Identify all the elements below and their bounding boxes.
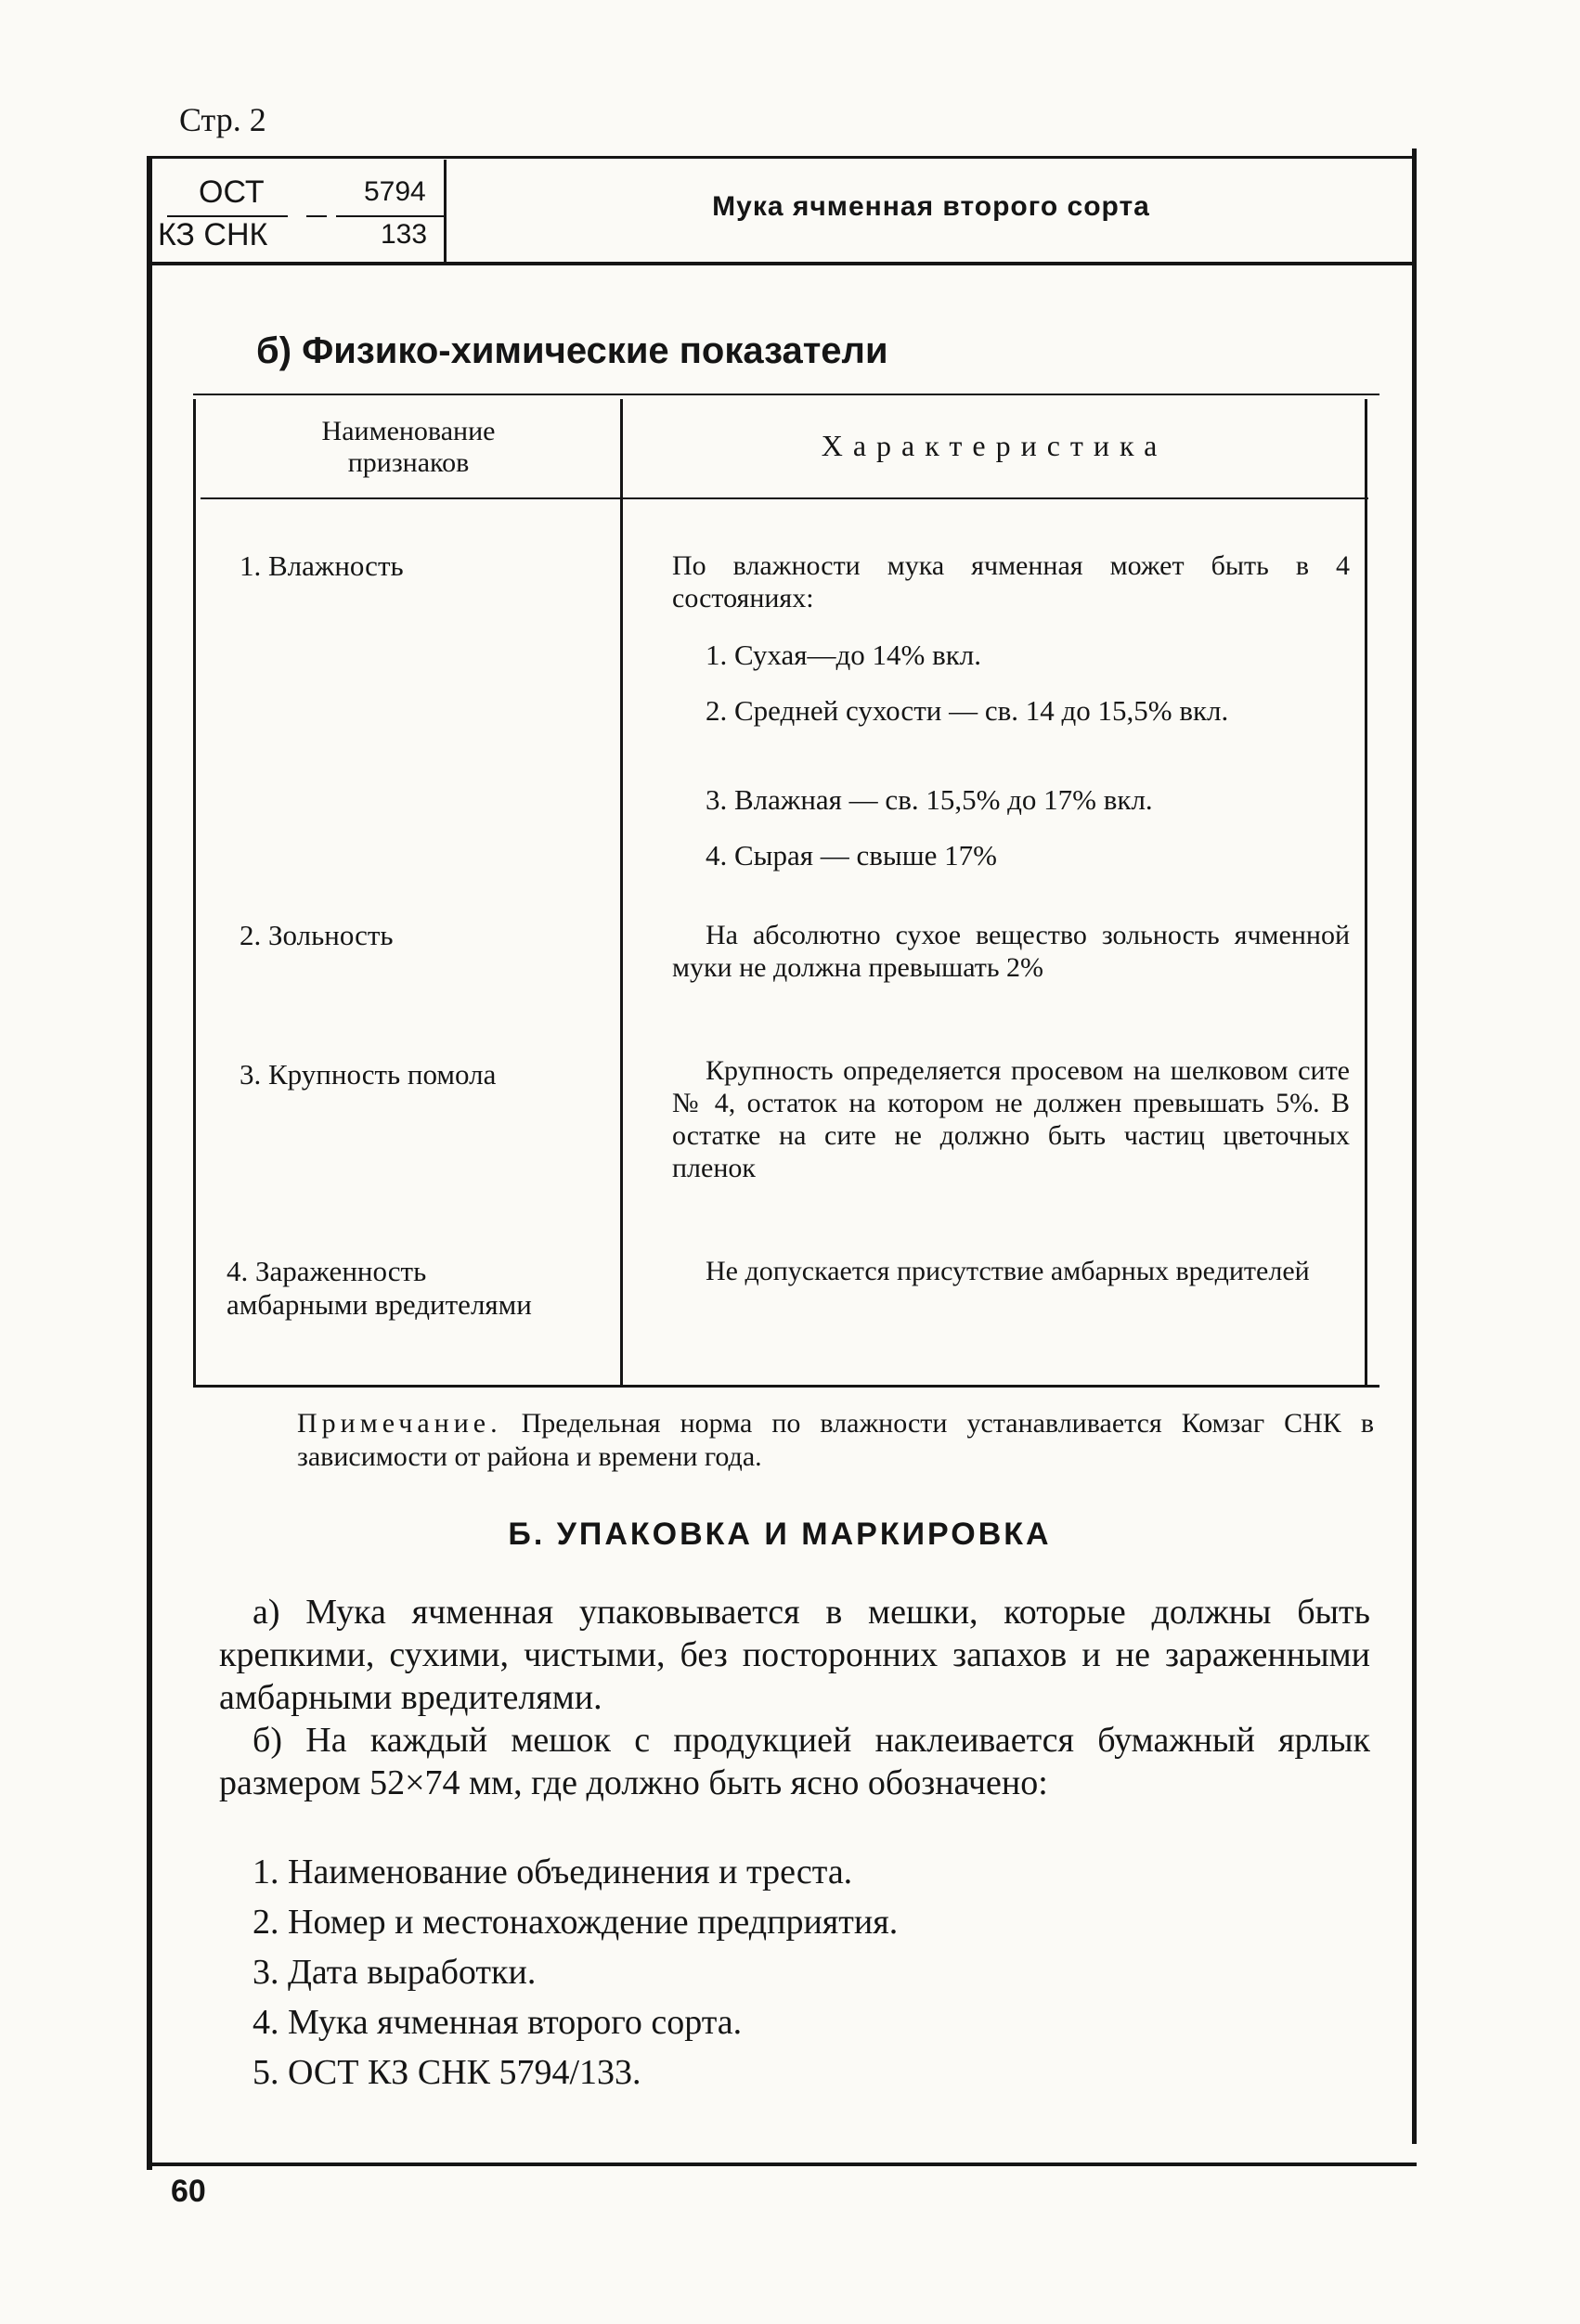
row-value-infestation: Не допускается присутствие амбарных вредителей <box>706 1256 1310 1286</box>
paragraph-a: а) Мука ячменная упаковывается в мешки, которые должны быть крепкими, сухими, чистыми, без посторонних запахов и не зараженными амбарными вредителями. <box>219 1593 1370 1717</box>
page-label: Стр. 2 <box>179 101 266 138</box>
label-list-item: 5. ОСТ КЗ СНК 5794/133. <box>253 2053 641 2092</box>
column-header-characteristic: Характеристика <box>821 429 1168 462</box>
moisture-subitem: 2. Средней сухости — св. 14 до 15,5% вкл. <box>706 694 1229 727</box>
column-header-name-line2: признаков <box>347 447 470 478</box>
standard-number-top: 5794 <box>364 176 426 207</box>
label-list-item: 3. Дата выработки. <box>253 1953 537 1992</box>
label-list-item: 1. Наименование объединения и треста. <box>253 1853 853 1891</box>
section-heading: б) Физико-химические показатели <box>256 330 888 371</box>
frame-left-border <box>147 156 152 2170</box>
row-name-grind: 3. Крупность помола <box>240 1058 497 1091</box>
column-header-name <box>197 416 620 479</box>
row-value-ash: На абсолютно сухое вещество зольность ячменной муки не должна превышать 2% <box>672 920 1350 983</box>
table-top-border <box>193 394 1379 395</box>
note-text: Предельная норма по влажности устанавливается Комзаг СНК в зависимости от района и времени года. <box>297 1408 1374 1472</box>
frame-right-border <box>1412 148 1417 2144</box>
moisture-subitem: 1. Сухая—до 14% вкл. <box>706 639 982 671</box>
table-column-divider <box>620 399 623 1385</box>
fraction-line-number <box>336 215 444 217</box>
row-value-moisture: По влажности мука ячменная может быть в 4 состояниях: <box>672 550 1350 613</box>
table-bottom-border <box>193 1385 1379 1388</box>
table-right-border <box>1365 399 1367 1385</box>
standard-code-bottom: КЗ СНК <box>158 217 268 252</box>
row-name-ash: 2. Зольность <box>240 919 394 951</box>
fraction-line <box>167 215 288 217</box>
column-header-name-line1: Наименование <box>321 416 496 446</box>
table-left-border <box>193 399 196 1385</box>
moisture-subitem: 4. Сырая — свыше 17% <box>706 839 997 872</box>
row-name-moisture: 1. Влажность <box>240 549 404 582</box>
section-title-packaging: Б. УПАКОВКА И МАРКИРОВКА <box>508 1517 1052 1552</box>
label-list-item: 2. Номер и местонахождение предприятия. <box>253 1903 899 1942</box>
paragraph-b: б) На каждый мешок с продукцией наклеивается бумажный ярлык размером 52×74 мм, где должно быть ясно обозначено: <box>219 1721 1370 1802</box>
frame-top-border <box>147 156 1417 159</box>
page-number: 60 <box>171 2174 206 2209</box>
frame-bottom-border <box>147 2163 1417 2166</box>
row-name-infestation: 4. Зараженность амбарными вредителями <box>227 1255 532 1321</box>
table-note <box>297 1407 1374 1474</box>
document-title: Мука ячменная второго сорта <box>712 191 1150 222</box>
table-header-separator <box>201 497 1368 499</box>
standard-number-bottom: 133 <box>381 219 428 250</box>
label-list-item: 4. Мука ячменная второго сорта. <box>253 2003 743 2042</box>
header-separator <box>147 262 1417 265</box>
dash <box>306 215 327 217</box>
note-lead: Примечание. <box>297 1408 502 1439</box>
moisture-subitem: 3. Влажная — св. 15,5% до 17% вкл. <box>706 783 1153 816</box>
row-value-grind: Крупность определяется просевом на шелковом сите № 4, остаток на котором не должен превышать 5%. В остатке на сите не должно быть частиц цветочных пленок <box>672 1055 1350 1183</box>
standard-code-top: ОСТ <box>199 174 265 210</box>
